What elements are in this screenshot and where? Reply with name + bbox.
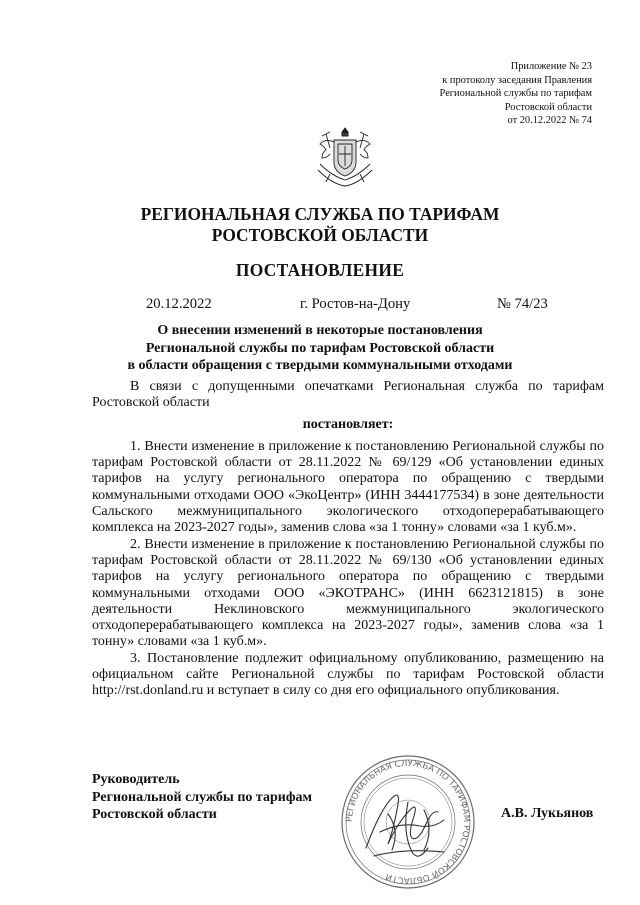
decree-heading: постановляет: — [302, 416, 394, 432]
appendix-line: от 20.12.2022 № 74 — [507, 115, 592, 126]
document-subject — [0, 322, 640, 375]
item-paragraph: 2. Внести изменение в приложение к постановлению Региональной службы по тарифам Ростовской области от 28.11.2022 № 69/130 «Об установлении единых тарифов на услугу регионального оператора по обращению с твердыми коммунальными отходами ООО «ЭКОТРАНС» (ИНН 6623121815) в зоне деятельности Неклиновского межмуниципального экологического отходоперерабатывающего комплекса на 2023-2027 годы», заменив слова «за 1 тонну» словами «за 1 куб.м». — [92, 536, 604, 650]
signatory-title-line: Ростовской области — [92, 807, 217, 822]
subject-line: О внесении изменений в некоторые постановления — [157, 323, 483, 338]
document-type: ПОСТАНОВЛЕНИЕ — [235, 260, 405, 280]
subject-line: Региональной службы по тарифам Ростовской области — [145, 340, 495, 356]
agency-name-line: РЕГИОНАЛЬНАЯ СЛУЖБА ПО ТАРИФАМ — [140, 204, 500, 224]
item-paragraph: 3. Постановление подлежит официальному опубликованию, размещению на официальном сайте Региональной службы по тарифам Ростовской области http://rst.donland.ru и вступает в силу со дня его официального опубликования. — [92, 650, 604, 699]
signatory-title-line: Руководитель — [92, 772, 180, 787]
coat-of-arms-icon — [312, 124, 378, 188]
signatory-title — [92, 771, 312, 824]
agency-name-line: РОСТОВСКОЙ ОБЛАСТИ — [211, 225, 429, 245]
appendix-line: Региональной службы по тарифам — [439, 88, 592, 99]
appendix-note — [440, 60, 592, 128]
handwritten-signature-icon — [366, 795, 444, 856]
document-number: № 74/23 — [497, 296, 548, 312]
signatory-title-line: Региональной службы по тарифам — [92, 789, 313, 805]
official-seal-icon — [338, 752, 478, 892]
document-date: 20.12.2022 — [146, 296, 212, 312]
preamble-paragraph: В связи с допущенными опечатками Региональная служба по тарифам Ростовской области — [92, 379, 604, 411]
document-city: г. Ростов-на-Дону — [300, 296, 411, 312]
signatory-name: А.В. Лукьянов — [501, 806, 594, 821]
seal-text-path: РЕГИОНАЛЬНАЯ СЛУЖБА ПО ТАРИФАМ РОСТОВСКОЙ ОБЛАСТИ — [344, 758, 472, 886]
appendix-line: Ростовской области — [504, 101, 592, 113]
document-body — [92, 379, 604, 700]
agency-name — [0, 204, 640, 246]
appendix-line: к протоколу заседания Правления — [442, 74, 592, 86]
subject-line: в области обращения с твердыми коммунальными отходами — [127, 358, 513, 373]
appendix-line: Приложение № 23 — [510, 61, 592, 72]
item-paragraph: 1. Внести изменение в приложение к постановлению Региональной службы по тарифам Ростовской области от 28.11.2022 № 69/129 «Об установлении единых тарифов на услугу регионального оператора по обращению с твердыми коммунальными отходами ООО «ЭкоЦентр» (ИНН 3444177534) в зоне деятельности Сальского межмуниципального экологического отходоперерабатывающего комплекса на 2023-2027 годы», заменив слова «за 1 тонну» словами «за 1 куб.м». — [92, 438, 604, 536]
